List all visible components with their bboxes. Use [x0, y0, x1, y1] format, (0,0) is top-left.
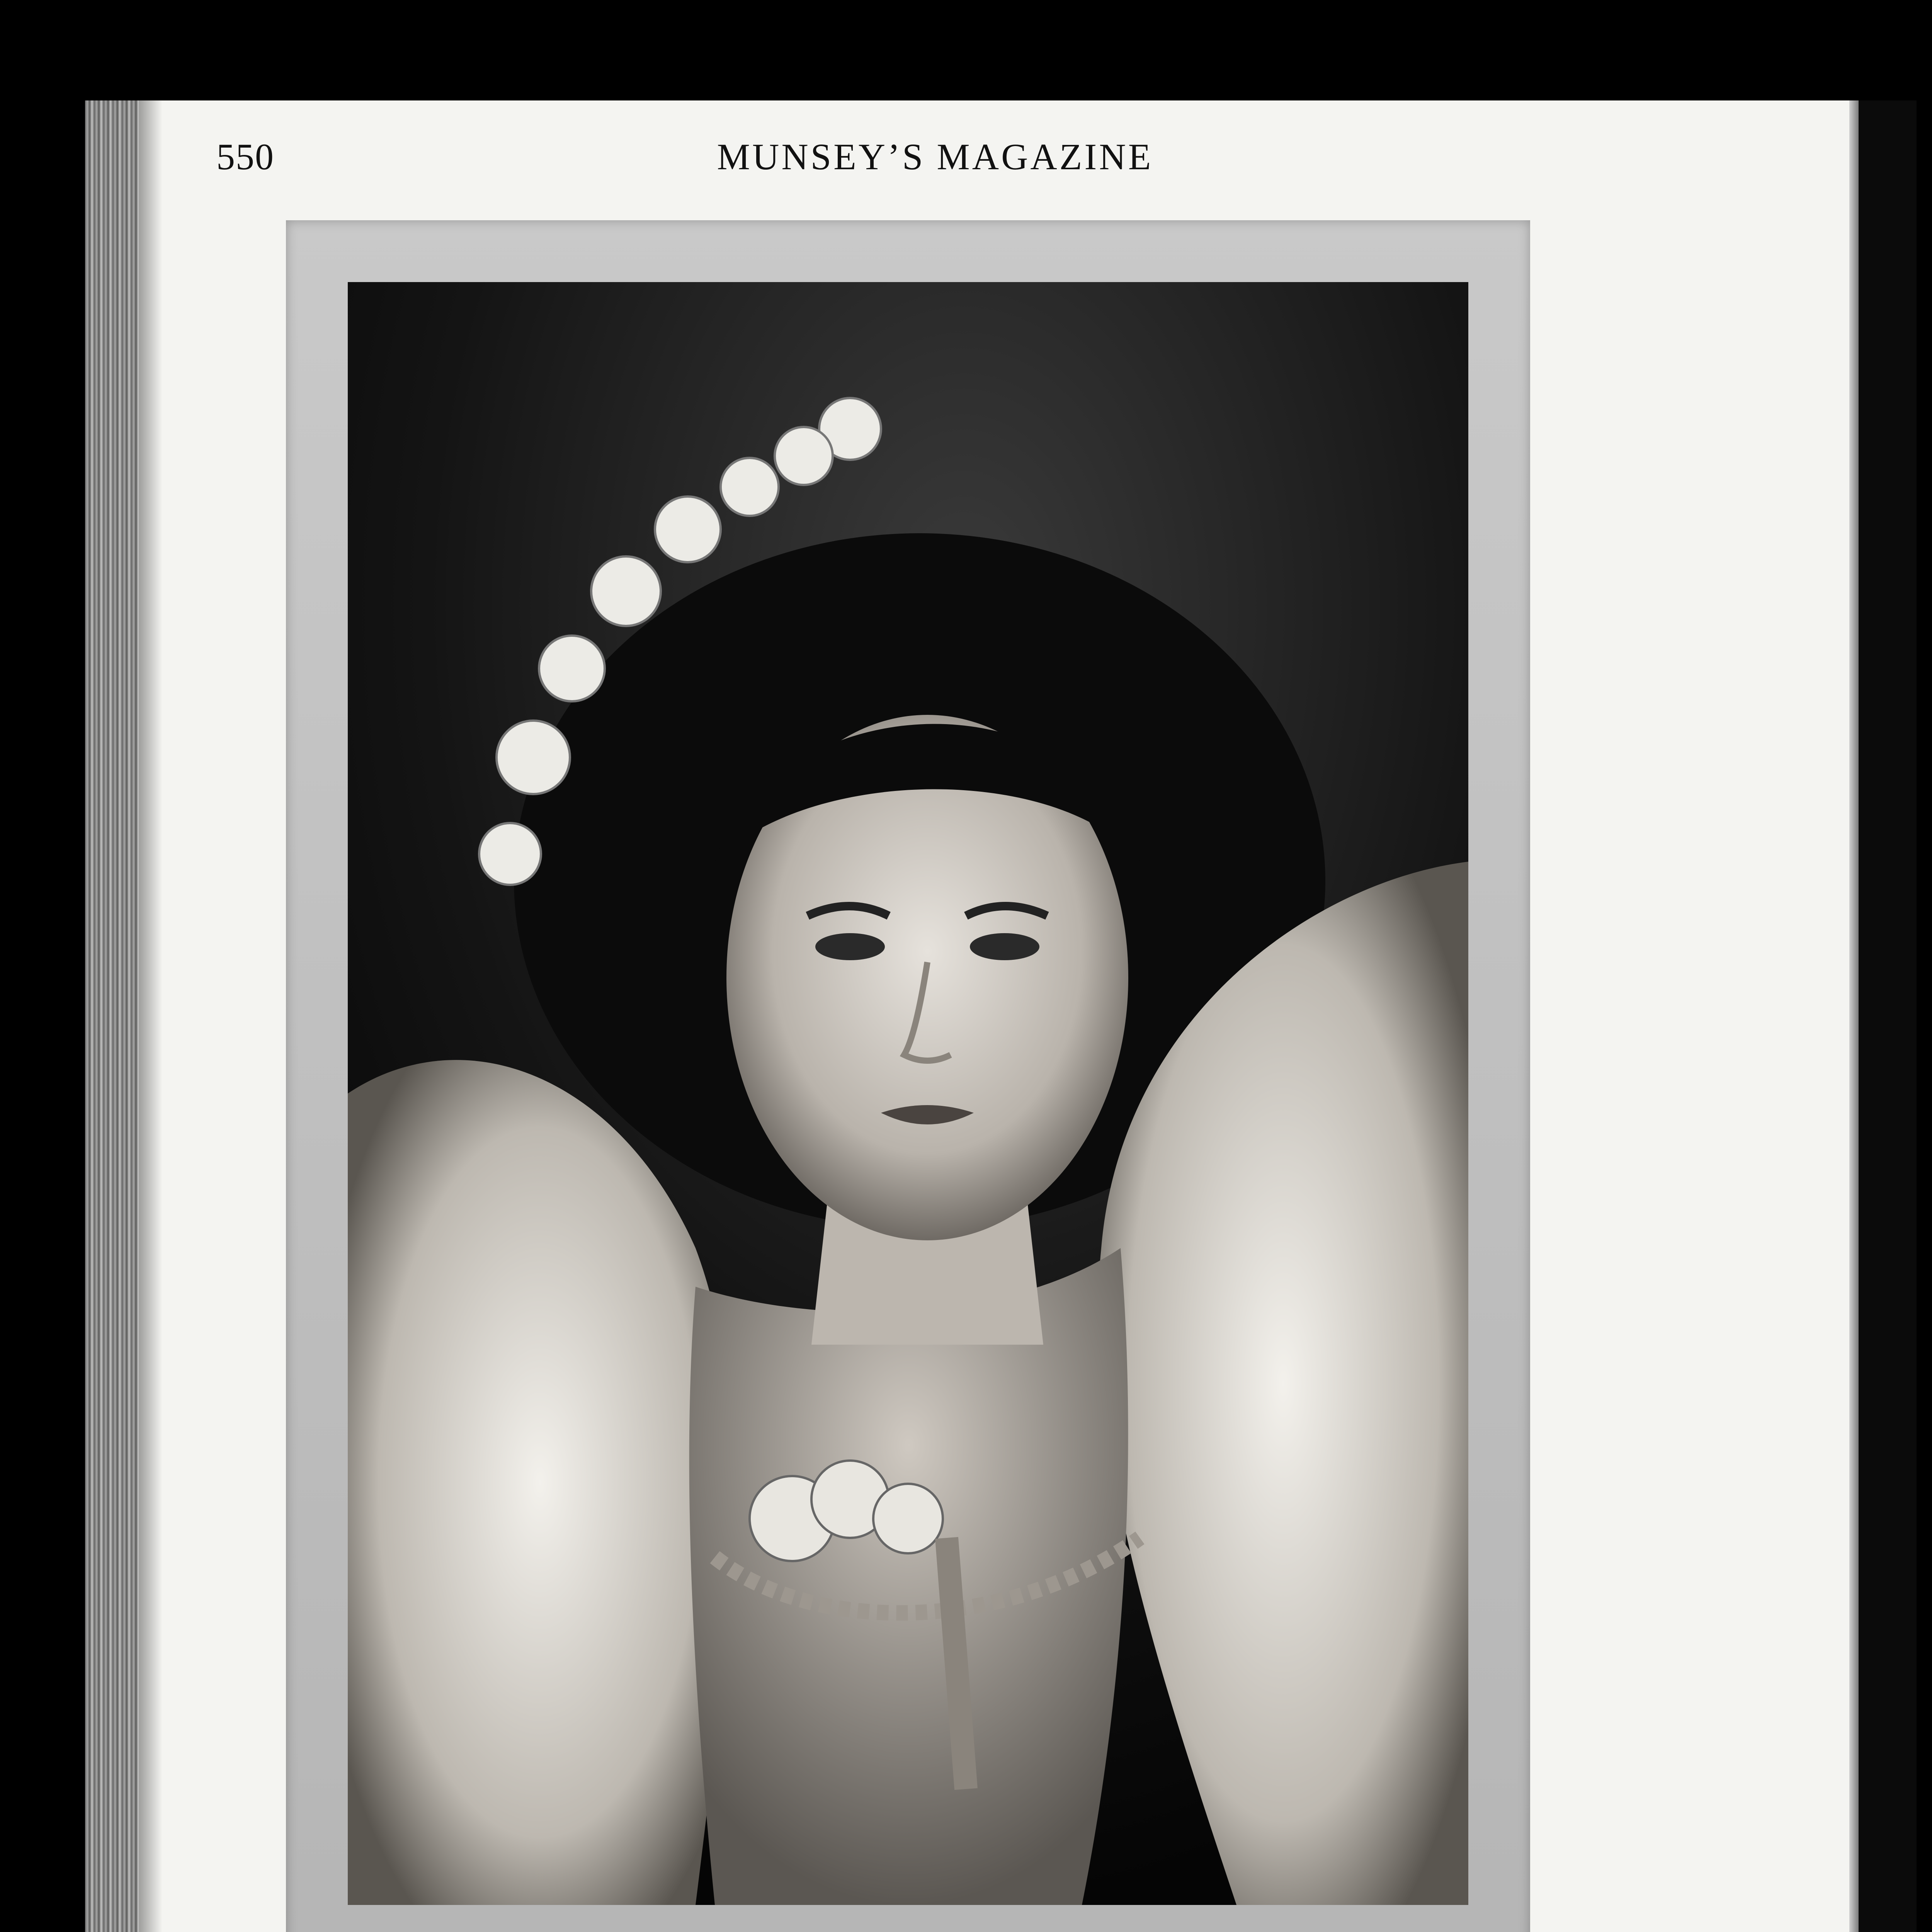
- running-title: MUNSEY’S MAGAZINE: [717, 136, 1153, 177]
- portrait-photograph: [348, 282, 1468, 1905]
- gutter-shadow: [139, 100, 162, 1932]
- page-number: 550: [216, 136, 274, 177]
- next-page-edge: [1849, 100, 1859, 1932]
- photo-mount: [286, 220, 1530, 1932]
- scan-border-right: [1859, 100, 1917, 1932]
- book-spine: [85, 100, 139, 1932]
- page-header: [216, 135, 1654, 189]
- portrait-illustration: [348, 282, 1468, 1905]
